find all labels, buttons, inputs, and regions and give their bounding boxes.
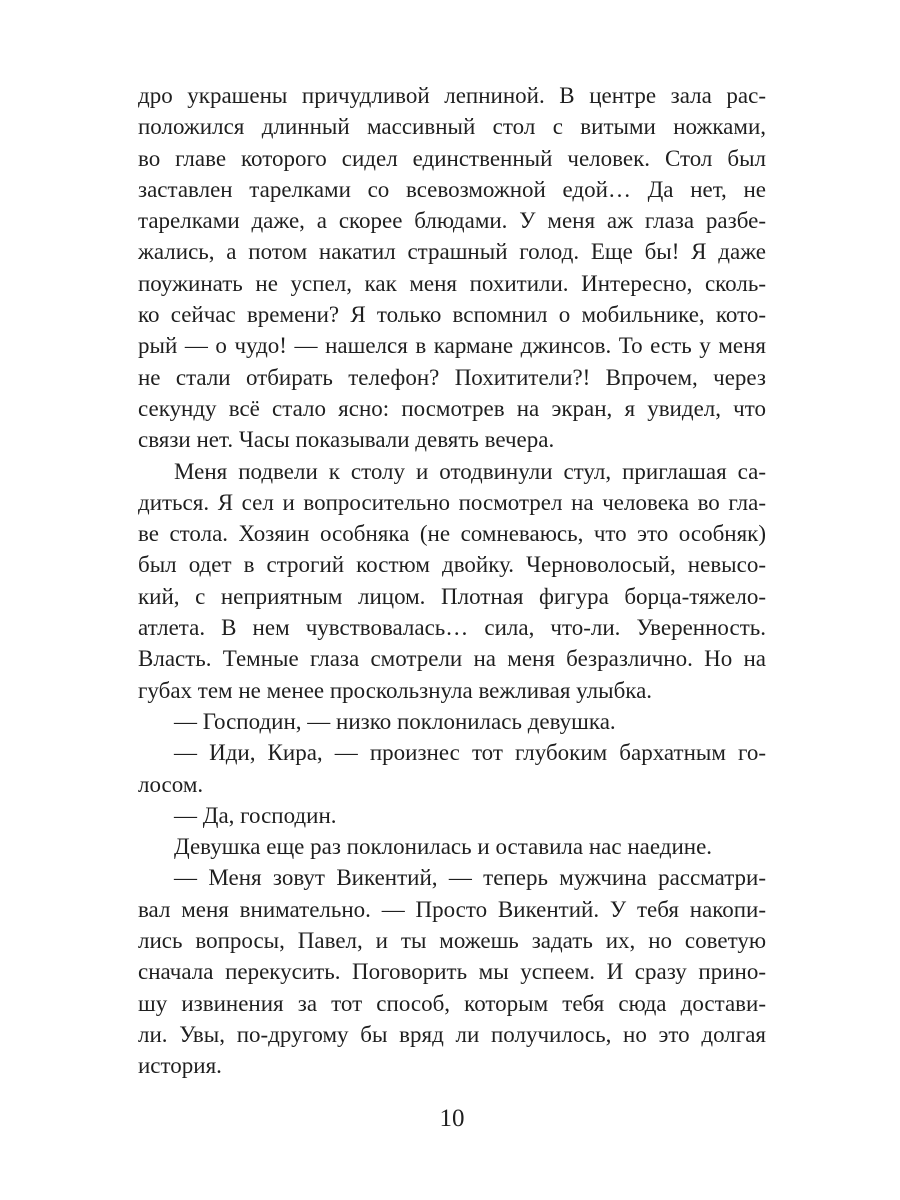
- text-line: сначала перекусить. Поговорить мы успеем. И сразу прино-: [138, 959, 766, 985]
- text-line: шу извинения за тот способ, которым тебя сюда достави-: [138, 990, 766, 1016]
- paragraph: [138, 706, 766, 737]
- page-text: [138, 80, 766, 1082]
- text-line: дро украшены причудливой лепниной. В центре зала рас-: [138, 83, 766, 108]
- text-line: кий, с неприятным лицом. Плотная фигура борца-тяжело-: [138, 583, 766, 609]
- text-line: не стали отбирать телефон? Похитители?! Впрочем, через: [138, 364, 766, 390]
- text-line: — Меня зовут Викентий, — теперь мужчина рассматри-: [174, 865, 766, 891]
- paragraph: [138, 800, 766, 831]
- paragraph: [138, 80, 766, 456]
- paragraph: [138, 831, 766, 862]
- text-line: тарелками даже, а скорее блюдами. У меня аж глаза разбе-: [138, 208, 766, 234]
- paragraph: [138, 737, 766, 800]
- text-line: вал меня внимательно. — Просто Викентий. У тебя накопи-: [138, 896, 766, 922]
- text-line: Власть. Темные глаза смотрели на меня безразлично. Но на: [138, 646, 766, 672]
- text-line: во главе которого сидел единственный человек. Стол был: [138, 145, 766, 171]
- text-line: — Господин, — низко поклонилась девушка.: [174, 708, 616, 734]
- text-line: рый — о чудо! — нашелся в кармане джинсов. То есть у меня: [138, 333, 766, 359]
- text-line: ко сейчас времени? Я только вспомнил о мобильнике, кото-: [138, 302, 766, 328]
- text-line: был одет в строгий костюм двойку. Черноволосый, невысо-: [138, 552, 766, 578]
- text-line: лосом.: [138, 771, 204, 797]
- text-line: положился длинный массивный стол с витыми ножками,: [138, 114, 766, 140]
- text-line: — Иди, Кира, — произнес тот глубоким бархатным го-: [174, 740, 766, 766]
- text-line: поужинать не успел, как меня похитили. Интересно, сколь-: [138, 270, 766, 296]
- text-line: жались, а потом накатил страшный голод. Еще бы! Я даже: [138, 239, 766, 265]
- text-line: губах тем не менее проскользнула вежливая улыбка.: [138, 677, 653, 703]
- text-line: ли. Увы, по-другому бы вряд ли получилось, но это долгая: [138, 1021, 766, 1047]
- page-number: 10: [439, 1105, 465, 1132]
- text-line: лись вопросы, Павел, и ты можешь задать их, но советую: [138, 928, 766, 954]
- text-line: атлета. В нем чувствовалась… сила, что-ли. Уверенность.: [138, 615, 766, 641]
- paragraph: [138, 862, 766, 1081]
- text-line: секунду всё стало ясно: посмотрев на экран, я увидел, что: [138, 395, 766, 421]
- text-line: Меня подвели к столу и отодвинули стул, приглашая са-: [174, 458, 766, 484]
- text-line: Девушка еще раз поклонилась и оставила нас наедине.: [174, 834, 713, 860]
- text-line: диться. Я сел и вопросительно посмотрел на человека во гла-: [138, 489, 766, 515]
- text-line: ве стола. Хозяин особняка (не сомневаюсь, что это особняк): [138, 521, 766, 547]
- paragraph: [138, 456, 766, 706]
- text-line: заставлен тарелками со всевозможной едой… Да нет, не: [138, 176, 766, 202]
- text-line: — Да, господин.: [174, 802, 337, 828]
- text-line: история.: [138, 1053, 222, 1079]
- text-line: связи нет. Часы показывали девять вечера.: [138, 427, 555, 453]
